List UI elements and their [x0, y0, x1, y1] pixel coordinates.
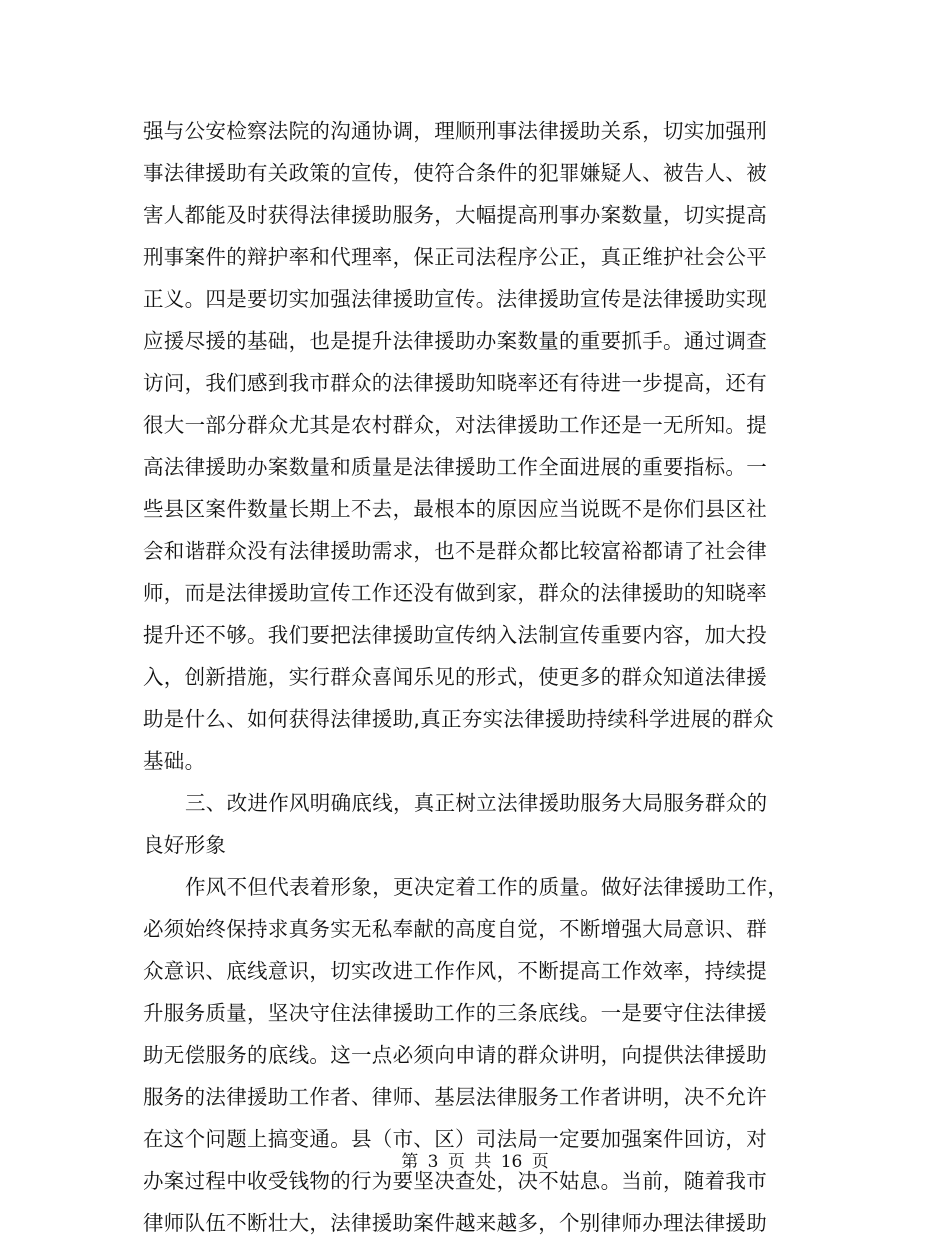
text-line: 很大一部分群众尤其是农村群众，对法律援助工作还是一无所知。提: [143, 413, 767, 437]
text-line: 律师队伍不断壮大，法律援助案件越来越多，个别律师办理法律援助: [143, 1211, 767, 1235]
section-heading-continued: 良好形象: [143, 833, 227, 857]
text-line: 入，创新措施，实行群众喜闻乐见的形式，使更多的群众知道法律援: [143, 665, 767, 689]
text-line: 助无偿服务的底线。这一点必须向申请的群众讲明，向提供法律援助: [143, 1043, 767, 1067]
section-heading: 三、改进作风明确底线，真正树立法律援助服务大局服务群众的: [185, 791, 768, 815]
text-line: 访问，我们感到我市群众的法律援助知晓率还有待进一步提高，还有: [143, 371, 767, 395]
text-line: 害人都能及时获得法律援助服务，大幅提高刑事办案数量，切实提高: [143, 203, 767, 227]
text-line: 办案过程中收受钱物的行为要坚决查处，决不姑息。当前，随着我市: [143, 1169, 767, 1193]
text-line: 必须始终保持求真务实无私奉献的高度自觉，不断增强大局意识、群: [143, 917, 767, 941]
text-line: 刑事案件的辩护率和代理率，保正司法程序公正，真正维护社会公平: [143, 245, 767, 269]
text-line: 师，而是法律援助宣传工作还没有做到家，群众的法律援助的知晓率: [143, 581, 767, 605]
text-line: 会和谐群众没有法律援助需求，也不是群众都比较富裕都请了社会律: [143, 539, 767, 563]
text-line: 应援尽援的基础，也是提升法律援助办案数量的重要抓手。通过调查: [143, 329, 767, 353]
text-line: 强与公安检察法院的沟通协调，理顺刑事法律援助关系，切实加强刑: [143, 119, 767, 143]
text-line: 基础。: [143, 749, 206, 773]
paragraph-start-line: 作风不但代表着形象，更决定着工作的质量。做好法律援助工作，: [185, 875, 789, 899]
text-line: 高法律援助办案数量和质量是法律援助工作全面进展的重要指标。一: [143, 455, 767, 479]
text-line: 提升还不够。我们要把法律援助宣传纳入法制宣传重要内容，加大投: [143, 623, 767, 647]
text-line: 助是什么、如何获得法律援助,真正夯实法律援助持续科学进展的群众: [143, 707, 774, 731]
text-line: 升服务质量，坚决守住法律援助工作的三条底线。一是要守住法律援: [143, 1001, 767, 1025]
text-line: 正义。四是要切实加强法律援助宣传。法律援助宣传是法律援助实现: [143, 287, 767, 311]
body-text: [143, 110, 811, 1244]
text-line: 事法律援助有关政策的宣传，使符合条件的犯罪嫌疑人、被告人、被: [143, 161, 767, 185]
text-line: 服务的法律援助工作者、律师、基层法律服务工作者讲明，决不允许: [143, 1085, 767, 1109]
page-number-footer: 第 3 页 共 16 页: [401, 1152, 549, 1172]
text-line: 在这个问题上搞变通。县（市、区）司法局一定要加强案件回访，对: [143, 1127, 767, 1151]
text-line: 些县区案件数量长期上不去，最根本的原因应当说既不是你们县区社: [143, 497, 767, 521]
text-line: 众意识、底线意识，切实改进工作作风，不断提高工作效率，持续提: [143, 959, 767, 983]
